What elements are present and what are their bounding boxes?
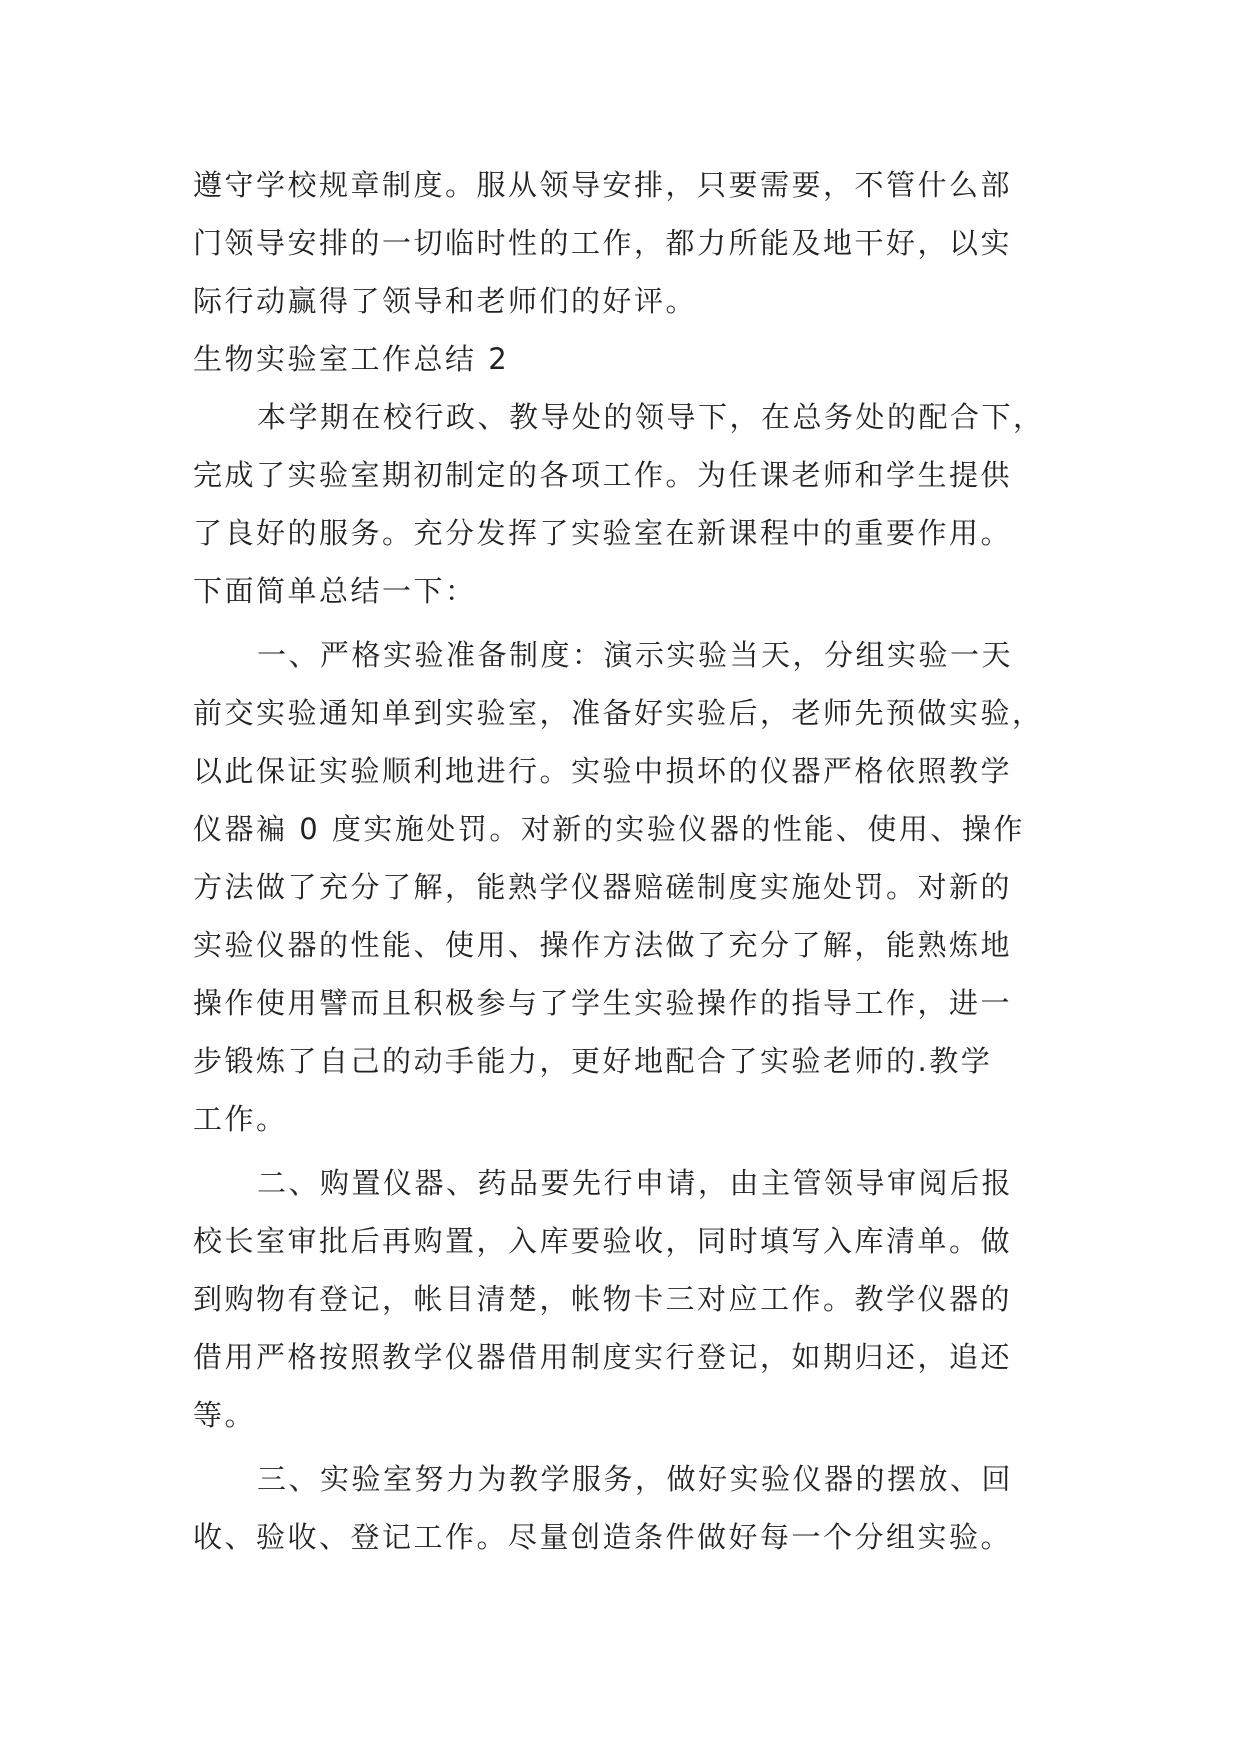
text-line: 前交实验通知单到实验室，准备好实验后，老师先预做实验， bbox=[193, 696, 1044, 730]
paragraph-item-1 bbox=[193, 626, 1053, 1148]
paragraph-intro bbox=[193, 388, 1053, 620]
text-line: 操作使用譬而且积极参与了学生实验操作的指导工作，进一 bbox=[193, 986, 1013, 1020]
text-line: 借用严格按照教学仪器借用制度实行登记，如期归还，追还 bbox=[193, 1340, 1013, 1374]
paragraph-item-2 bbox=[193, 1154, 1053, 1444]
text-line: 了良好的服务。充分发挥了实验室在新课程中的重要作用。 bbox=[193, 516, 1013, 550]
text-line: 等。 bbox=[193, 1398, 257, 1432]
text-line: 步锻炼了自己的动手能力，更好地配合了实验老师的.教学 bbox=[193, 1044, 993, 1078]
text-line: 本学期在校行政、教导处的领导下，在总务处的配合下， bbox=[257, 400, 1045, 434]
text-line: 方法做了充分了解，能熟学仪器赔磋制度实施处罚。对新的 bbox=[193, 870, 1013, 904]
text-line: 实验仪器的性能、使用、操作方法做了充分了解，能熟炼地 bbox=[193, 928, 1013, 962]
text-line: 际行动赢得了领导和老师们的好评。 bbox=[193, 284, 698, 318]
text-line: 一、严格实验准备制度：演示实验当天，分组实验一天 bbox=[257, 638, 1014, 672]
text-line: 门领导安排的一切临时性的工作，都力所能及地干好，以实 bbox=[193, 226, 1013, 260]
text-line: 工作。 bbox=[193, 1102, 288, 1136]
text-line: 仪器褊 0 度实施处罚。对新的实验仪器的性能、使用、操作 bbox=[193, 812, 1025, 846]
text-line: 收、验收、登记工作。尽量创造条件做好每一个分组实验。 bbox=[193, 1520, 1013, 1554]
text-line: 下面简单总结一下： bbox=[193, 574, 477, 608]
text-line: 遵守学校规章制度。服从领导安排，只要需要，不管什么部 bbox=[193, 168, 1013, 202]
text-line: 校长室审批后再购置，入库要验收，同时填写入库清单。做 bbox=[193, 1224, 1013, 1258]
paragraph-item-3 bbox=[193, 1450, 1053, 1566]
text-line: 到购物有登记，帐目清楚，帐物卡三对应工作。教学仪器的 bbox=[193, 1282, 1013, 1316]
text-line: 三、实验室努力为教学服务，做好实验仪器的摆放、回 bbox=[257, 1462, 1014, 1496]
text-line: 以此保证实验顺利地进行。实验中损坏的仪器严格依照教学 bbox=[193, 754, 1013, 788]
section-heading: 生物实验室工作总结 2 bbox=[193, 342, 510, 376]
text-line: 二、购置仪器、药品要先行申请，由主管领导审阅后报 bbox=[257, 1166, 1014, 1200]
text-line: 完成了实验室期初制定的各项工作。为任课老师和学生提供 bbox=[193, 458, 1013, 492]
paragraph-continuation bbox=[193, 156, 1053, 330]
document-body bbox=[193, 156, 1053, 1566]
